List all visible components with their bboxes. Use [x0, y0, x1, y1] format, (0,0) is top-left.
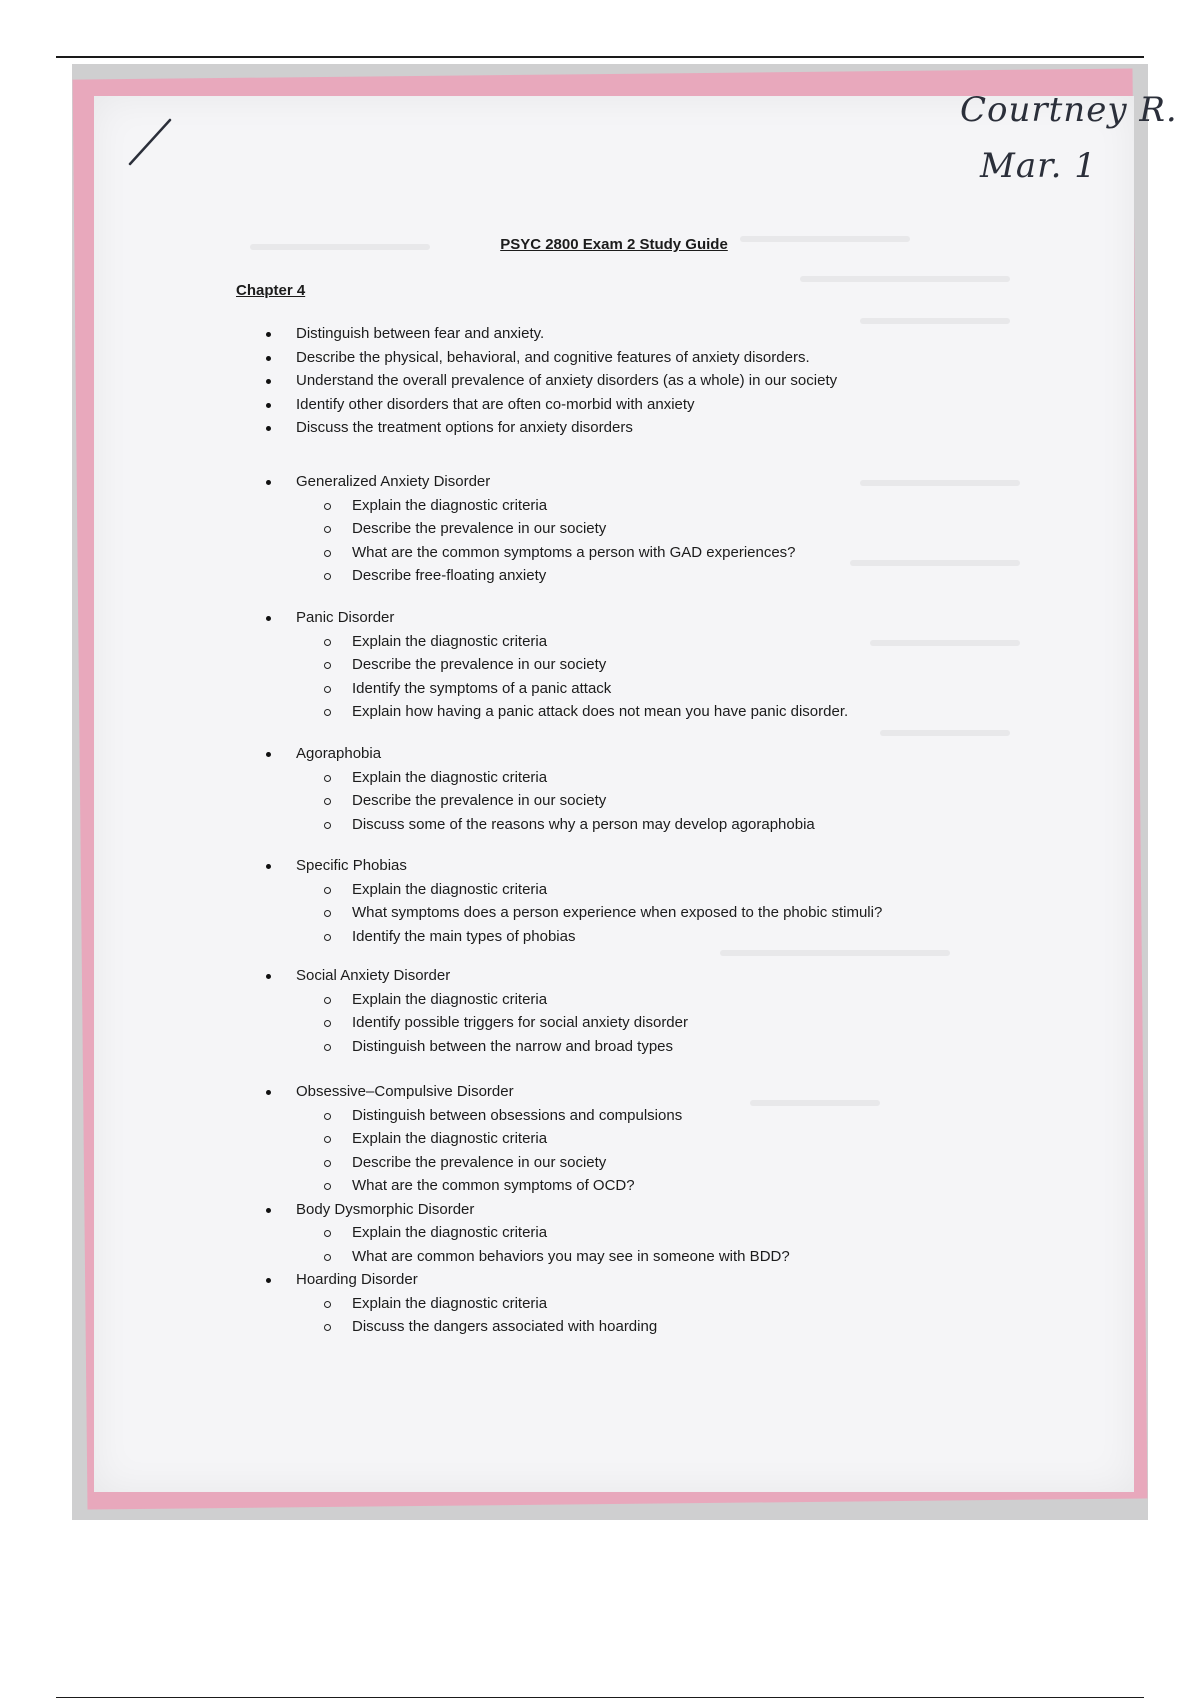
list-item: Distinguish between fear and anxiety. — [262, 322, 1022, 346]
sub-item: Explain the diagnostic criteria — [262, 766, 1022, 790]
sub-item: Explain the diagnostic criteria — [262, 630, 1022, 654]
sub-item: Describe the prevalence in our society — [262, 789, 1022, 813]
sub-item: Identify the main types of phobias — [262, 925, 1022, 949]
disorder-ocd — [262, 1080, 1022, 1339]
list-item: Identify other disorders that are often co-morbid with anxiety — [262, 393, 1022, 417]
page-title: PSYC 2800 Exam 2 Study Guide — [500, 236, 728, 253]
sub-item: Explain the diagnostic criteria — [262, 494, 1022, 518]
disorder-specific-phobias — [262, 854, 1022, 948]
bottom-rule — [56, 1697, 1144, 1698]
sub-item: What are the common symptoms a person with GAD experiences? — [262, 541, 1022, 565]
disorder-social-anxiety — [262, 964, 1022, 1058]
disorder-panic — [262, 606, 1022, 724]
disorder-agoraphobia — [262, 742, 1022, 836]
sub-item: Identify the symptoms of a panic attack — [262, 677, 1022, 701]
sub-item: What symptoms does a person experience when exposed to the phobic stimuli? — [262, 901, 1022, 925]
sub-item: Explain how having a panic attack does not mean you have panic disorder. — [262, 700, 1022, 724]
chapter-objectives — [262, 322, 1022, 440]
disorder-gad — [262, 470, 1022, 588]
sub-item: Describe the prevalence in our society — [262, 653, 1022, 677]
sub-item: Distinguish between obsessions and compulsions — [262, 1104, 1022, 1128]
disorder-heading: Generalized Anxiety Disorder — [262, 470, 1022, 494]
sub-item: Explain the diagnostic criteria — [262, 1127, 1022, 1151]
sub-item: Identify possible triggers for social anxiety disorder — [262, 1011, 1022, 1035]
list-item: Describe the physical, behavioral, and cognitive features of anxiety disorders. — [262, 346, 1022, 370]
sub-item: Explain the diagnostic criteria — [262, 1221, 1022, 1245]
disorder-heading: Agoraphobia — [262, 742, 1022, 766]
sub-item: Discuss the dangers associated with hoarding — [262, 1315, 1022, 1339]
sub-item: Describe the prevalence in our society — [262, 1151, 1022, 1175]
sub-item: Describe free-floating anxiety — [262, 564, 1022, 588]
list-item: Discuss the treatment options for anxiety disorders — [262, 416, 1022, 440]
sub-item: What are common behaviors you may see in someone with BDD? — [262, 1245, 1022, 1269]
sub-item: Distinguish between the narrow and broad types — [262, 1035, 1022, 1059]
sub-item: Describe the prevalence in our society — [262, 517, 1022, 541]
handwritten-date: Mar. 1 — [980, 146, 1097, 186]
disorder-heading: Obsessive–Compulsive Disorder — [262, 1080, 1022, 1104]
chapter-heading: Chapter 4 — [236, 282, 306, 299]
sub-item: What are the common symptoms of OCD? — [262, 1174, 1022, 1198]
sub-item: Explain the diagnostic criteria — [262, 1292, 1022, 1316]
sub-item: Explain the diagnostic criteria — [262, 878, 1022, 902]
handwritten-name: Courtney R. — [960, 90, 1178, 130]
disorder-heading: Panic Disorder — [262, 606, 1022, 630]
sub-item: Explain the diagnostic criteria — [262, 988, 1022, 1012]
disorder-heading: Hoarding Disorder — [262, 1268, 1022, 1292]
disorder-heading: Body Dysmorphic Disorder — [262, 1198, 1022, 1222]
disorder-heading: Social Anxiety Disorder — [262, 964, 1022, 988]
list-item: Understand the overall prevalence of anxiety disorders (as a whole) in our society — [262, 369, 1022, 393]
sub-item: Discuss some of the reasons why a person may develop agoraphobia — [262, 813, 1022, 837]
disorder-heading: Specific Phobias — [262, 854, 1022, 878]
